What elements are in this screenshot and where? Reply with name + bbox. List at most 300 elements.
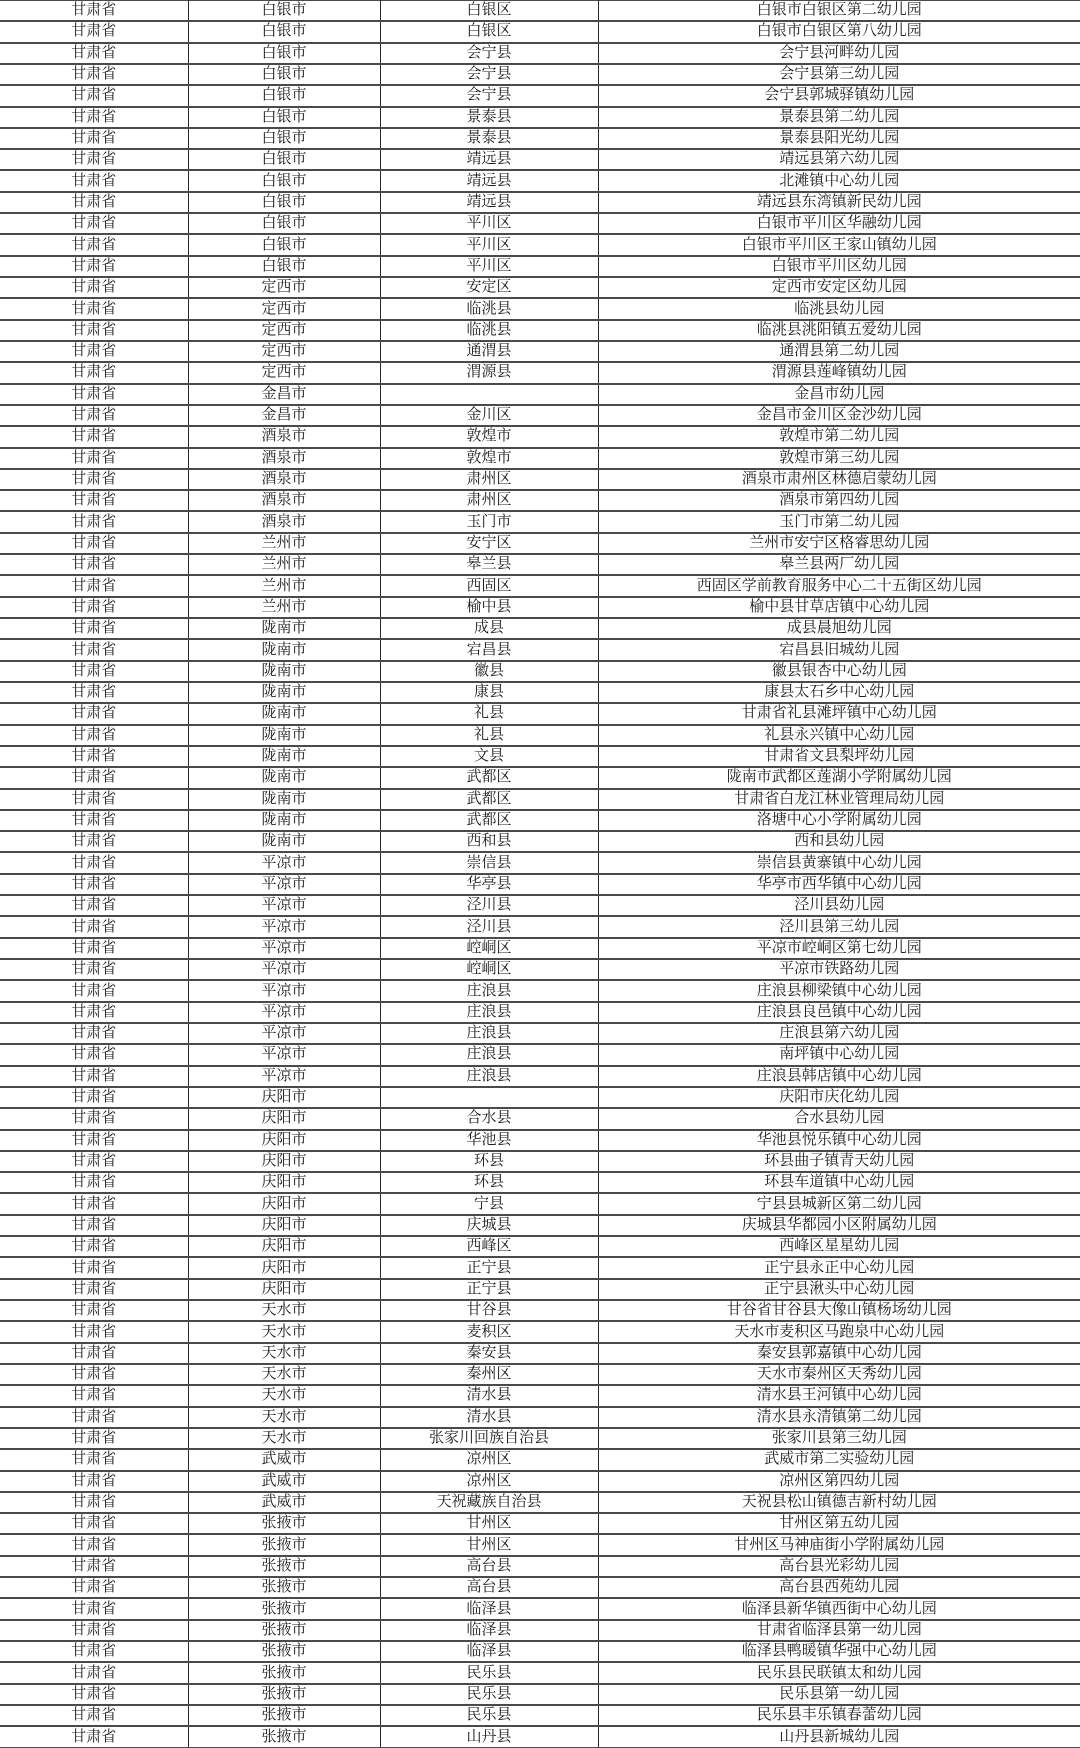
cell-province: 甘肃省 [0, 1300, 188, 1321]
table-row [0, 1641, 1080, 1662]
table-row [0, 426, 1080, 447]
cell-province: 甘肃省 [0, 448, 188, 469]
cell-district: 甘州区 [380, 1513, 598, 1534]
cell-district: 环县 [380, 1151, 598, 1172]
cell-city: 白银市 [188, 234, 380, 255]
cell-kindergarten-name: 天水市麦积区马跑泉中心幼儿园 [598, 1321, 1080, 1342]
cell-kindergarten-name: 民乐县民联镇太和幼儿园 [598, 1662, 1080, 1683]
cell-province: 甘肃省 [0, 1577, 188, 1598]
cell-district: 武都区 [380, 810, 598, 831]
cell-province: 甘肃省 [0, 107, 188, 128]
cell-kindergarten-name: 敦煌市第三幼儿园 [598, 448, 1080, 469]
table-row [0, 1130, 1080, 1151]
cell-city: 酒泉市 [188, 426, 380, 447]
cell-city: 陇南市 [188, 725, 380, 746]
table-row [0, 1002, 1080, 1023]
cell-district: 张家川回族自治县 [380, 1428, 598, 1449]
cell-district: 临洮县 [380, 298, 598, 319]
table-row [0, 831, 1080, 852]
cell-district: 民乐县 [380, 1662, 598, 1683]
table-row [0, 1577, 1080, 1598]
cell-province: 甘肃省 [0, 469, 188, 490]
cell-district: 肃州区 [380, 469, 598, 490]
cell-province: 甘肃省 [0, 64, 188, 85]
table-row [0, 128, 1080, 149]
cell-district: 高台县 [380, 1577, 598, 1598]
cell-province: 甘肃省 [0, 831, 188, 852]
cell-kindergarten-name: 甘肃省临泽县第一幼儿园 [598, 1620, 1080, 1641]
cell-kindergarten-name: 皋兰县两厂幼儿园 [598, 554, 1080, 575]
cell-kindergarten-name: 洛塘中心小学附属幼儿园 [598, 810, 1080, 831]
table-row [0, 980, 1080, 1001]
cell-district: 崆峒区 [380, 938, 598, 959]
cell-city: 定西市 [188, 277, 380, 298]
cell-district: 西峰区 [380, 1236, 598, 1257]
cell-kindergarten-name: 山丹县新城幼儿园 [598, 1726, 1080, 1747]
cell-city: 张掖市 [188, 1705, 380, 1726]
cell-district: 华池县 [380, 1130, 598, 1151]
cell-province: 甘肃省 [0, 1172, 188, 1193]
cell-city: 张掖市 [188, 1726, 380, 1747]
cell-kindergarten-name: 白银市平川区华融幼儿园 [598, 213, 1080, 234]
cell-district: 正宁县 [380, 1279, 598, 1300]
cell-province: 甘肃省 [0, 149, 188, 170]
cell-city: 天水市 [188, 1385, 380, 1406]
cell-province: 甘肃省 [0, 426, 188, 447]
cell-province: 甘肃省 [0, 1279, 188, 1300]
table-row [0, 1385, 1080, 1406]
cell-province: 甘肃省 [0, 980, 188, 1001]
cell-district: 肃州区 [380, 490, 598, 511]
cell-kindergarten-name: 天祝县松山镇德吉新村幼儿园 [598, 1492, 1080, 1513]
cell-kindergarten-name: 庄浪县韩店镇中心幼儿园 [598, 1066, 1080, 1087]
cell-province: 甘肃省 [0, 682, 188, 703]
cell-province: 甘肃省 [0, 916, 188, 937]
cell-kindergarten-name: 庄浪县第六幼儿园 [598, 1023, 1080, 1044]
cell-city: 白银市 [188, 192, 380, 213]
cell-province: 甘肃省 [0, 1321, 188, 1342]
cell-district: 渭源县 [380, 362, 598, 383]
table-row [0, 703, 1080, 724]
table-row [0, 895, 1080, 916]
cell-district: 凉州区 [380, 1449, 598, 1470]
cell-province: 甘肃省 [0, 341, 188, 362]
cell-province: 甘肃省 [0, 234, 188, 255]
cell-district: 会宁县 [380, 85, 598, 106]
cell-province: 甘肃省 [0, 1641, 188, 1662]
cell-kindergarten-name: 宕昌县旧城幼儿园 [598, 639, 1080, 660]
table-row [0, 511, 1080, 532]
table-row [0, 1108, 1080, 1129]
cell-kindergarten-name: 定西市安定区幼儿园 [598, 277, 1080, 298]
cell-kindergarten-name: 民乐县第一幼儿园 [598, 1684, 1080, 1705]
table-row [0, 1321, 1080, 1342]
cell-city: 平凉市 [188, 874, 380, 895]
cell-province: 甘肃省 [0, 1364, 188, 1385]
cell-city: 平凉市 [188, 1044, 380, 1065]
cell-kindergarten-name: 临泽县新华镇西街中心幼儿园 [598, 1598, 1080, 1619]
cell-kindergarten-name: 白银市白银区第八幼儿园 [598, 21, 1080, 42]
table-row [0, 107, 1080, 128]
cell-district: 礼县 [380, 703, 598, 724]
cell-city: 陇南市 [188, 767, 380, 788]
cell-kindergarten-name: 金昌市金川区金沙幼儿园 [598, 405, 1080, 426]
table-row [0, 1620, 1080, 1641]
cell-district: 临洮县 [380, 320, 598, 341]
cell-kindergarten-name: 甘州区马神庙街小学附属幼儿园 [598, 1534, 1080, 1555]
table-row [0, 1492, 1080, 1513]
cell-district [380, 1087, 598, 1108]
cell-province: 甘肃省 [0, 1598, 188, 1619]
cell-district: 白银区 [380, 1, 598, 22]
cell-kindergarten-name: 清水县永清镇第二幼儿园 [598, 1407, 1080, 1428]
table-row [0, 469, 1080, 490]
cell-city: 陇南市 [188, 810, 380, 831]
cell-district: 靖远县 [380, 149, 598, 170]
cell-province: 甘肃省 [0, 1620, 188, 1641]
table-row [0, 1215, 1080, 1236]
table-row [0, 43, 1080, 64]
cell-city: 武威市 [188, 1449, 380, 1470]
cell-kindergarten-name: 酒泉市肃州区林德启蒙幼儿园 [598, 469, 1080, 490]
cell-district: 环县 [380, 1172, 598, 1193]
cell-province: 甘肃省 [0, 810, 188, 831]
cell-kindergarten-name: 康县太石乡中心幼儿园 [598, 682, 1080, 703]
table-row [0, 1449, 1080, 1470]
cell-district: 庆城县 [380, 1215, 598, 1236]
cell-city: 张掖市 [188, 1513, 380, 1534]
cell-city: 张掖市 [188, 1556, 380, 1577]
cell-district: 白银区 [380, 21, 598, 42]
cell-city: 兰州市 [188, 554, 380, 575]
cell-province: 甘肃省 [0, 661, 188, 682]
cell-kindergarten-name: 玉门市第二幼儿园 [598, 511, 1080, 532]
cell-province: 甘肃省 [0, 1662, 188, 1683]
table-row [0, 234, 1080, 255]
table-row [0, 1257, 1080, 1278]
cell-province: 甘肃省 [0, 1087, 188, 1108]
cell-province: 甘肃省 [0, 874, 188, 895]
cell-city: 武威市 [188, 1492, 380, 1513]
cell-kindergarten-name: 庄浪县良邑镇中心幼儿园 [598, 1002, 1080, 1023]
cell-province: 甘肃省 [0, 1407, 188, 1428]
cell-city: 天水市 [188, 1407, 380, 1428]
cell-district: 甘州区 [380, 1534, 598, 1555]
cell-province: 甘肃省 [0, 490, 188, 511]
cell-city: 陇南市 [188, 618, 380, 639]
cell-kindergarten-name: 白银市平川区幼儿园 [598, 256, 1080, 277]
cell-city: 兰州市 [188, 597, 380, 618]
cell-city: 天水市 [188, 1343, 380, 1364]
cell-province: 甘肃省 [0, 362, 188, 383]
table-row [0, 1044, 1080, 1065]
cell-province: 甘肃省 [0, 1130, 188, 1151]
cell-kindergarten-name: 西和县幼儿园 [598, 831, 1080, 852]
cell-kindergarten-name: 徽县银杏中心幼儿园 [598, 661, 1080, 682]
table-row [0, 1, 1080, 22]
cell-district: 文县 [380, 746, 598, 767]
cell-district: 景泰县 [380, 107, 598, 128]
cell-province: 甘肃省 [0, 1193, 188, 1214]
table-row [0, 341, 1080, 362]
cell-district: 临泽县 [380, 1620, 598, 1641]
table-row [0, 959, 1080, 980]
cell-kindergarten-name: 靖远县东湾镇新民幼儿园 [598, 192, 1080, 213]
table-row [0, 384, 1080, 405]
cell-district: 高台县 [380, 1556, 598, 1577]
cell-province: 甘肃省 [0, 128, 188, 149]
cell-province: 甘肃省 [0, 938, 188, 959]
cell-kindergarten-name: 甘谷省甘谷县大像山镇杨场幼儿园 [598, 1300, 1080, 1321]
cell-city: 陇南市 [188, 789, 380, 810]
cell-district: 泾川县 [380, 895, 598, 916]
cell-city: 白银市 [188, 64, 380, 85]
cell-kindergarten-name: 酒泉市第四幼儿园 [598, 490, 1080, 511]
cell-kindergarten-name: 景泰县阳光幼儿园 [598, 128, 1080, 149]
cell-kindergarten-name: 白银市白银区第二幼儿园 [598, 1, 1080, 22]
cell-city: 白银市 [188, 21, 380, 42]
cell-kindergarten-name: 临洮县洮阳镇五爱幼儿园 [598, 320, 1080, 341]
cell-city: 白银市 [188, 85, 380, 106]
cell-province: 甘肃省 [0, 1215, 188, 1236]
cell-province: 甘肃省 [0, 618, 188, 639]
cell-district: 庄浪县 [380, 1066, 598, 1087]
cell-city: 庆阳市 [188, 1108, 380, 1129]
cell-district: 临泽县 [380, 1641, 598, 1662]
table-row [0, 1556, 1080, 1577]
cell-province: 甘肃省 [0, 511, 188, 532]
cell-district: 平川区 [380, 213, 598, 234]
cell-city: 平凉市 [188, 938, 380, 959]
cell-district: 华亭县 [380, 874, 598, 895]
table-row [0, 64, 1080, 85]
cell-district: 民乐县 [380, 1705, 598, 1726]
table-row [0, 1705, 1080, 1726]
cell-city: 陇南市 [188, 682, 380, 703]
cell-kindergarten-name: 宁县县城新区第二幼儿园 [598, 1193, 1080, 1214]
table-row [0, 938, 1080, 959]
cell-kindergarten-name: 凉州区第四幼儿园 [598, 1471, 1080, 1492]
cell-province: 甘肃省 [0, 1492, 188, 1513]
cell-district [380, 384, 598, 405]
cell-city: 酒泉市 [188, 490, 380, 511]
table-row [0, 320, 1080, 341]
cell-province: 甘肃省 [0, 746, 188, 767]
cell-city: 平凉市 [188, 1002, 380, 1023]
cell-province: 甘肃省 [0, 213, 188, 234]
cell-kindergarten-name: 临泽县鸭暖镇华强中心幼儿园 [598, 1641, 1080, 1662]
cell-city: 庆阳市 [188, 1172, 380, 1193]
cell-province: 甘肃省 [0, 1385, 188, 1406]
cell-province: 甘肃省 [0, 1066, 188, 1087]
cell-city: 白银市 [188, 107, 380, 128]
table-row [0, 639, 1080, 660]
table-row [0, 597, 1080, 618]
cell-city: 庆阳市 [188, 1215, 380, 1236]
cell-kindergarten-name: 陇南市武都区莲湖小学附属幼儿园 [598, 767, 1080, 788]
cell-province: 甘肃省 [0, 767, 188, 788]
table-row [0, 192, 1080, 213]
cell-district: 安宁区 [380, 533, 598, 554]
cell-city: 陇南市 [188, 703, 380, 724]
cell-kindergarten-name: 天水市秦州区天秀幼儿园 [598, 1364, 1080, 1385]
cell-district: 金川区 [380, 405, 598, 426]
cell-city: 平凉市 [188, 1066, 380, 1087]
cell-city: 武威市 [188, 1471, 380, 1492]
table-row [0, 149, 1080, 170]
table-row [0, 554, 1080, 575]
cell-city: 定西市 [188, 362, 380, 383]
cell-kindergarten-name: 南坪镇中心幼儿园 [598, 1044, 1080, 1065]
cell-district: 崇信县 [380, 852, 598, 873]
cell-kindergarten-name: 合水县幼儿园 [598, 1108, 1080, 1129]
cell-city: 张掖市 [188, 1620, 380, 1641]
table-row [0, 767, 1080, 788]
table-row [0, 448, 1080, 469]
cell-province: 甘肃省 [0, 554, 188, 575]
cell-district: 敦煌市 [380, 426, 598, 447]
cell-kindergarten-name: 正宁县湫头中心幼儿园 [598, 1279, 1080, 1300]
cell-kindergarten-name: 甘肃省礼县滩坪镇中心幼儿园 [598, 703, 1080, 724]
cell-city: 白银市 [188, 256, 380, 277]
cell-province: 甘肃省 [0, 1023, 188, 1044]
cell-city: 平凉市 [188, 1023, 380, 1044]
cell-district: 宕昌县 [380, 639, 598, 660]
cell-district: 庄浪县 [380, 1023, 598, 1044]
cell-province: 甘肃省 [0, 1471, 188, 1492]
cell-kindergarten-name: 甘肃省白龙江林业管理局幼儿园 [598, 789, 1080, 810]
table-row [0, 810, 1080, 831]
cell-city: 平凉市 [188, 852, 380, 873]
cell-province: 甘肃省 [0, 277, 188, 298]
table-row [0, 1300, 1080, 1321]
cell-city: 张掖市 [188, 1684, 380, 1705]
cell-district: 临泽县 [380, 1598, 598, 1619]
cell-province: 甘肃省 [0, 1108, 188, 1129]
cell-city: 定西市 [188, 298, 380, 319]
cell-kindergarten-name: 西固区学前教育服务中心二十五街区幼儿园 [598, 575, 1080, 596]
cell-city: 庆阳市 [188, 1087, 380, 1108]
cell-kindergarten-name: 环县曲子镇青天幼儿园 [598, 1151, 1080, 1172]
table-row [0, 1534, 1080, 1555]
cell-kindergarten-name: 崇信县黄寨镇中心幼儿园 [598, 852, 1080, 873]
cell-kindergarten-name: 清水县王河镇中心幼儿园 [598, 1385, 1080, 1406]
table-row [0, 1662, 1080, 1683]
cell-kindergarten-name: 榆中县甘草店镇中心幼儿园 [598, 597, 1080, 618]
cell-kindergarten-name: 临洮县幼儿园 [598, 298, 1080, 319]
cell-district: 秦州区 [380, 1364, 598, 1385]
cell-kindergarten-name: 礼县永兴镇中心幼儿园 [598, 725, 1080, 746]
table-row [0, 1471, 1080, 1492]
cell-kindergarten-name: 会宁县郭城驿镇幼儿园 [598, 85, 1080, 106]
cell-province: 甘肃省 [0, 1705, 188, 1726]
cell-kindergarten-name: 华亭市西华镇中心幼儿园 [598, 874, 1080, 895]
cell-city: 白银市 [188, 213, 380, 234]
cell-kindergarten-name: 西峰区星星幼儿园 [598, 1236, 1080, 1257]
table-row [0, 1684, 1080, 1705]
cell-city: 金昌市 [188, 384, 380, 405]
cell-province: 甘肃省 [0, 1002, 188, 1023]
cell-district: 安定区 [380, 277, 598, 298]
cell-city: 平凉市 [188, 980, 380, 1001]
cell-kindergarten-name: 秦安县郭嘉镇中心幼儿园 [598, 1343, 1080, 1364]
table-row [0, 1151, 1080, 1172]
table-row [0, 1066, 1080, 1087]
table-row [0, 874, 1080, 895]
cell-province: 甘肃省 [0, 852, 188, 873]
cell-province: 甘肃省 [0, 298, 188, 319]
cell-province: 甘肃省 [0, 1534, 188, 1555]
cell-province: 甘肃省 [0, 1513, 188, 1534]
table-row [0, 1726, 1080, 1747]
cell-province: 甘肃省 [0, 1556, 188, 1577]
cell-kindergarten-name: 景泰县第二幼儿园 [598, 107, 1080, 128]
table-row [0, 1407, 1080, 1428]
cell-province: 甘肃省 [0, 43, 188, 64]
table-row [0, 575, 1080, 596]
cell-district: 天祝藏族自治县 [380, 1492, 598, 1513]
cell-district: 成县 [380, 618, 598, 639]
cell-kindergarten-name: 庆城县华都园小区附属幼儿园 [598, 1215, 1080, 1236]
cell-district: 武都区 [380, 789, 598, 810]
table-row [0, 1364, 1080, 1385]
cell-province: 甘肃省 [0, 1343, 188, 1364]
table-row [0, 1193, 1080, 1214]
cell-city: 庆阳市 [188, 1257, 380, 1278]
cell-kindergarten-name: 武威市第二实验幼儿园 [598, 1449, 1080, 1470]
cell-district: 泾川县 [380, 916, 598, 937]
table-row [0, 405, 1080, 426]
cell-district: 清水县 [380, 1407, 598, 1428]
cell-province: 甘肃省 [0, 1236, 188, 1257]
table-row [0, 1598, 1080, 1619]
cell-kindergarten-name: 金昌市幼儿园 [598, 384, 1080, 405]
cell-province: 甘肃省 [0, 1257, 188, 1278]
table-row [0, 916, 1080, 937]
cell-kindergarten-name: 靖远县第六幼儿园 [598, 149, 1080, 170]
cell-district: 平川区 [380, 234, 598, 255]
cell-province: 甘肃省 [0, 639, 188, 660]
cell-province: 甘肃省 [0, 85, 188, 106]
cell-district: 会宁县 [380, 64, 598, 85]
cell-city: 白银市 [188, 128, 380, 149]
table-row [0, 362, 1080, 383]
cell-district: 通渭县 [380, 341, 598, 362]
cell-city: 白银市 [188, 43, 380, 64]
cell-district: 康县 [380, 682, 598, 703]
cell-city: 酒泉市 [188, 469, 380, 490]
cell-city: 庆阳市 [188, 1193, 380, 1214]
cell-district: 景泰县 [380, 128, 598, 149]
table-row [0, 1279, 1080, 1300]
cell-kindergarten-name: 渭源县莲峰镇幼儿园 [598, 362, 1080, 383]
cell-kindergarten-name: 华池县悦乐镇中心幼儿园 [598, 1130, 1080, 1151]
cell-city: 定西市 [188, 320, 380, 341]
cell-province: 甘肃省 [0, 384, 188, 405]
table-row [0, 746, 1080, 767]
cell-kindergarten-name: 甘州区第五幼儿园 [598, 1513, 1080, 1534]
table-row [0, 725, 1080, 746]
cell-province: 甘肃省 [0, 1428, 188, 1449]
cell-kindergarten-name: 正宁县永正中心幼儿园 [598, 1257, 1080, 1278]
cell-city: 张掖市 [188, 1577, 380, 1598]
cell-district: 平川区 [380, 256, 598, 277]
cell-district: 庄浪县 [380, 1002, 598, 1023]
cell-district: 西固区 [380, 575, 598, 596]
table-row [0, 1428, 1080, 1449]
cell-district: 庄浪县 [380, 980, 598, 1001]
cell-district: 民乐县 [380, 1684, 598, 1705]
